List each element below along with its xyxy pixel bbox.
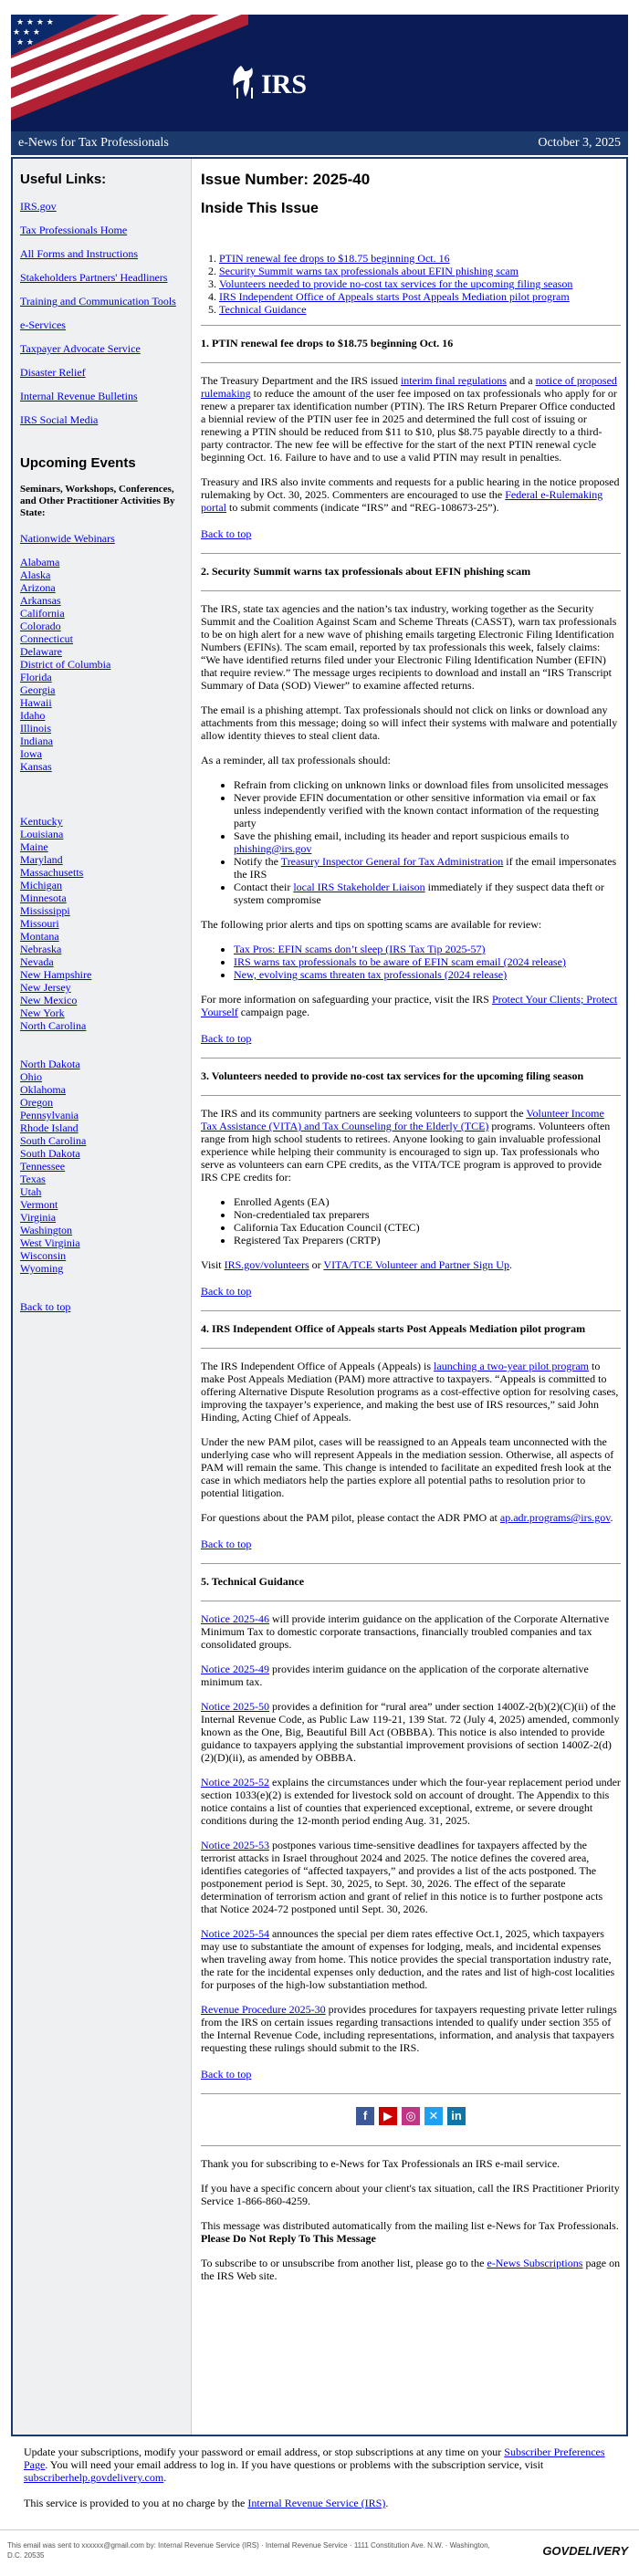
guidance-link[interactable]: Notice 2025-49 <box>201 1663 269 1675</box>
toc-item[interactable]: 5. Technical Guidance <box>219 303 621 316</box>
state-link[interactable]: California <box>20 607 65 620</box>
guidance-item: Notice 2025-52 explains the circumstances under which the four-year replacement period under section 1033(e)(2) is extended for livestock sold on account of drought. The Appendix to this notice contains a list of counties that experienced exceptional, extreme, or severe drought conditions during the 12-month period ending Aug. 31, 2025. <box>201 1776 621 1827</box>
issue-number: Issue Number: 2025-40 <box>201 171 371 188</box>
state-link[interactable]: Vermont <box>20 1198 58 1211</box>
state-link[interactable]: Texas <box>20 1173 46 1185</box>
sidebar-link-training[interactable]: Training and Communication Tools <box>20 295 176 308</box>
guidance-item: Notice 2025-46 will provide interim guidance on the application of the Corporate Alternative Minimum Tax to domestic corporate transactions, financially troubled companies and tax consolidated groups. <box>201 1612 610 1651</box>
section-5-title: 5. Technical Guidance <box>201 1575 305 1588</box>
state-link[interactable]: Maine <box>20 840 48 853</box>
list-item: • California Tax Education Council (CTEC) <box>234 1221 621 1234</box>
state-link[interactable]: Idaho <box>20 709 46 722</box>
state-link[interactable]: Missouri <box>20 917 59 930</box>
state-link[interactable]: Oregon <box>20 1096 53 1109</box>
guidance-item: Notice 2025-49 provides interim guidance on the application of the corporate alternative minimum tax. <box>201 1663 589 1688</box>
closing-text: This message was distributed automatically from the mailing list e-News for Tax Professionals. Please Do Not Reply To This Message <box>201 2219 619 2245</box>
section-1-paragraph: Treasury and IRS also invite comments and requests for a public hearing in the notice proposed rulemaking by Oct. 30, 2025. Commenters are encouraged to use the Federal e-Rulemaking portal to submit comments (indicate “IRS” and “REG-108673-25”). <box>201 475 620 514</box>
sidebar-link-social[interactable]: IRS Social Media <box>20 413 99 426</box>
guidance-link[interactable]: Notice 2025-53 <box>201 1839 269 1851</box>
table-of-contents <box>201 252 621 316</box>
main-content <box>199 159 624 2294</box>
social-icons <box>201 2107 621 2125</box>
pilot-program-link[interactable]: launching a two-year pilot program <box>434 1360 589 1372</box>
closing-text: Thank you for subscribing to e-News for Tax Professionals an IRS e-mail service. <box>201 2157 560 2170</box>
state-link[interactable]: Ohio <box>20 1070 42 1083</box>
sidebar <box>13 159 192 2435</box>
american-flag-graphic <box>11 15 248 131</box>
state-link[interactable]: Delaware <box>20 645 62 658</box>
instagram-icon[interactable]: ◎ <box>402 2107 420 2125</box>
subscriber-preferences-link[interactable]: Subscriber Preferences Page <box>24 2446 605 2471</box>
youtube-icon[interactable]: ▶ <box>379 2107 397 2125</box>
state-link[interactable]: Alaska <box>20 568 51 581</box>
sidebar-link-irb[interactable]: Internal Revenue Bulletins <box>20 390 138 402</box>
back-to-top-link[interactable]: Back to top <box>201 2068 252 2081</box>
reminder-list <box>201 778 621 906</box>
adr-email-link[interactable]: ap.adr.programs@irs.gov <box>499 1511 611 1524</box>
sidebar-link-disaster[interactable]: Disaster Relief <box>20 366 86 379</box>
enews-title-bar <box>11 131 628 155</box>
sidebar-link-tax-pros-home[interactable]: Tax Professionals Home <box>20 224 128 236</box>
states-list-a <box>20 556 185 773</box>
facebook-icon[interactable]: f <box>356 2107 374 2125</box>
guidance-link[interactable]: Notice 2025-54 <box>201 1927 269 1940</box>
state-link[interactable]: Massachusetts <box>20 866 84 879</box>
section-2-paragraph: The IRS, state tax agencies and the nation’s tax industry, working together as the Security Summit and the Coalition Against Scam and Scheme Threats (CASST), warn tax professionals to be on high alert for a new wave of phishing emails targeting Electronic Filing Identification Numbers (EFINs). The scam email, reported by tax professionals this week, falsely claims: “We have identified returns filed under your Electronic Filing Identification Number (EFIN) that require review.” The message urges recipients to download and install an “IRS Transcript Summary of Data (SOD) Viewer” to examine affected returns. <box>201 602 617 692</box>
issue-date: October 3, 2025 <box>538 136 621 150</box>
state-link[interactable]: Wisconsin <box>20 1249 67 1262</box>
header-banner <box>11 15 628 131</box>
list-item[interactable]: • New, evolving scams threaten tax professionals (2024 release) <box>234 968 621 981</box>
state-link[interactable]: Louisiana <box>20 828 64 840</box>
list-item: • Never provide EFIN documentation or other sensitive information via email or fax unless independently verified with the known contact information of the requesting party <box>234 791 621 829</box>
state-link[interactable]: New Hampshire <box>20 968 92 981</box>
state-link[interactable]: Michigan <box>20 879 62 892</box>
section-3-paragraph: The IRS and its community partners are seeking volunteers to support the Volunteer Income Tax Assistance (VITA) and Tax Counseling for the Elderly (TCE) programs. Volunteers often range from high school students to retirees. Anyone looking to gain invaluable professional experience while helping their community is encouraged to sign up. Tax professionals who serve as volunteers can earn CPE credits, as the VITA/TCE program is approved to provide IRS CPE credits for: <box>201 1107 611 1184</box>
state-link[interactable]: New York <box>20 1006 65 1019</box>
state-link[interactable]: West Virginia <box>20 1236 80 1249</box>
back-to-top-link[interactable]: Back to top <box>201 527 252 540</box>
state-link[interactable]: Nevada <box>20 955 54 968</box>
footer <box>24 2446 615 2522</box>
state-link[interactable]: Connecticut <box>20 632 73 645</box>
list-item[interactable]: • IRS warns tax professionals to be aware of EFIN scam email (2024 release) <box>234 955 621 968</box>
toc-item[interactable]: 1. PTIN renewal fee drops to $18.75 beginning Oct. 16 <box>219 252 621 265</box>
list-item: • Save the phishing email, including its header and report suspicious emails to phishing@irs.gov <box>234 829 621 855</box>
state-link[interactable]: North Carolina <box>20 1019 87 1032</box>
guidance-item: Notice 2025-53 postpones various time-sensitive deadlines for taxpayers affected by the terrorist attacks in Israel throughout 2024 and 2025. The notice defines the covered area, identifies categories of “affected taxpayers,” and provides a list of the acts postponed. The postponement period is Sept. 30, 2025, to Sept. 30, 2026. The effect of the separate determination of terrorism action and grant of relief in this notice is to further postpone acts that Notice 2024-72 postponed until Sept. 30, 2026. <box>201 1839 603 1915</box>
section-1-paragraph: The Treasury Department and the IRS issued interim final regulations and a notice of proposed rulemaking to reduce the amount of the user fee imposed on tax professionals who apply for or renew a preparer tax identification number (PTIN). The IRS Return Preparer Office conducted a biennial review of the PTIN user fee in 2025 and determined the full cost of issuing or renewing a PTIN should be reduced from $11 to $10, plus $8.75 payable directly to a third-party contractor. The new fee will be effective for the start of the next PTIN renewal cycle beginning Oct. 16. Failure to have and to use a valid PTIN may result in penalties. <box>201 374 617 464</box>
back-to-top-link[interactable]: Back to top <box>201 1285 252 1298</box>
svg-text:★ ★: ★ ★ <box>16 38 34 47</box>
state-link[interactable]: Washington <box>20 1224 73 1236</box>
events-intro: Seminars, Workshops, Conferences, and Other Practitioner Activities By State: <box>20 484 175 518</box>
list-item[interactable]: • Tax Pros: EFIN scams don’t sleep (IRS Tax Tip 2025-57) <box>234 943 621 955</box>
state-link[interactable]: Rhode Island <box>20 1121 79 1134</box>
state-link[interactable]: New Mexico <box>20 994 78 1006</box>
inside-this-issue-heading: Inside This Issue <box>201 201 319 216</box>
sidebar-link-headliners[interactable]: Stakeholders Partners' Headliners <box>20 271 168 284</box>
linkedin-icon[interactable]: in <box>447 2107 466 2125</box>
interim-regs-link[interactable]: interim final regulations <box>400 374 507 387</box>
state-link[interactable]: Colorado <box>20 620 61 632</box>
divider <box>0 2529 639 2530</box>
state-link[interactable]: Hawaii <box>20 696 52 709</box>
state-link[interactable]: Kentucky <box>20 815 63 828</box>
footer-text: Update your subscriptions, modify your password or email address, or stop subscriptions at any time on your Subscriber Preferences Page. You will need your email address to log in. If you have questions or problems with the subscription service, visit subscriberhelp.govdelivery.com. <box>24 2446 605 2484</box>
useful-links-heading: Useful Links: <box>20 172 107 187</box>
sidebar-link-tas[interactable]: Taxpayer Advocate Service <box>20 342 141 355</box>
state-link[interactable]: Oklahoma <box>20 1083 66 1096</box>
state-link[interactable]: South Dakota <box>20 1147 80 1160</box>
section-2-title: 2. Security Summit warns tax professionals about EFIN phishing scam <box>201 565 531 578</box>
main-frame <box>11 157 628 2436</box>
state-link[interactable]: Kansas <box>20 760 52 773</box>
guidance-item: Revenue Procedure 2025-30 provides procedures for taxpayers requesting private letter rulings from the IRS on certain issues regarding transactions intended to qualify under section 355 of the Internal Revenue Code, including representations, information, and analysis that taxpayers requesting these rulings should submit to the IRS. <box>201 2003 617 2054</box>
section-2-paragraph: As a reminder, all tax professionals should: <box>201 754 391 767</box>
state-link[interactable]: Georgia <box>20 683 56 696</box>
state-link[interactable]: Arizona <box>20 581 56 594</box>
x-twitter-icon[interactable]: ✕ <box>424 2107 443 2125</box>
list-item: • Notify the Treasury Inspector General for Tax Administration if the email impersonates the IRS <box>234 855 621 881</box>
newsletter-title: e-News for Tax Professionals <box>18 136 169 150</box>
guidance-link[interactable]: Notice 2025-52 <box>201 1776 269 1789</box>
section-2-paragraph: The email is a phishing attempt. Tax professionals should not click on links or download any attachments from this message; doing so will infect their systems with malware and potentially allow identity thieves to steal client data. <box>201 704 618 742</box>
prior-alerts-list <box>201 943 621 981</box>
notice-proposed-rulemaking-link[interactable]: notice of proposed rulemaking <box>201 374 617 400</box>
state-link[interactable]: Tennessee <box>20 1160 66 1173</box>
list-item: • Contact their local IRS Stakeholder Liaison immediately if they suspect data theft or system compromise <box>234 881 621 906</box>
vita-tce-link[interactable]: Volunteer Income Tax Assistance (VITA) and Tax Counseling for the Elderly (TCE) <box>201 1107 604 1132</box>
section-3-paragraph: Visit IRS.gov/volunteers or VITA/TCE Volunteer and Partner Sign Up. <box>201 1258 512 1271</box>
irs-eagle-logo <box>221 60 312 104</box>
upcoming-events-heading: Upcoming Events <box>20 455 136 471</box>
guidance-link[interactable]: Notice 2025-50 <box>201 1700 269 1713</box>
state-link[interactable]: Arkansas <box>20 594 61 607</box>
cpe-credit-list <box>201 1195 621 1246</box>
section-3-title: 3. Volunteers needed to provide no-cost tax services for the upcoming filing season <box>201 1069 584 1082</box>
erulemaking-portal-link[interactable]: Federal e-Rulemaking portal <box>201 488 603 514</box>
toc-item[interactable]: 2. Security Summit warns tax professionals about EFIN phishing scam <box>219 265 621 277</box>
sidebar-link-eservices[interactable]: e-Services <box>20 318 66 331</box>
guidance-item: Notice 2025-50 provides a definition for “rural area” under section 1400Z-2(b)(2)(C)(ii) of the Internal Revenue Code, as Public Law 119-21, 139 Stat. 72 (July 4, 2025) amended, commonly known as the One, Big, Beautiful Bill Act (OBBBA). This notice is also intended to provide guidance to taxpayers applying the substantial improvement provisions of section 1400Z-2(d)(2)(D)(ii), as amended by OBBBA. <box>201 1700 620 1764</box>
section-2-paragraph: For more information on safeguarding your practice, visit the IRS Protect Your Clients; Protect Yourself campaign page. <box>201 993 618 1018</box>
section-4-paragraph: Under the new PAM pilot, cases will be reassigned to an Appeals team unconnected with the underlying case who will represent Appeals in the mediation session. Otherwise, all aspects of PAM will remain the same. This change is intended to facilitate an expedited fresh look at the case in which mediators help the parties explore all potential paths to resolution prior to potential litigation. <box>201 1435 614 1499</box>
back-to-top-link[interactable]: Back to top <box>201 1538 252 1550</box>
state-link[interactable]: Illinois <box>20 722 52 735</box>
section-2-paragraph: The following prior alerts and tips on spotting scams are available for review: <box>201 918 542 931</box>
section-1-title: 1. PTIN renewal fee drops to $18.75 beginning Oct. 16 <box>201 337 454 349</box>
sidebar-back-to-top[interactable]: Back to top <box>20 1300 71 1313</box>
state-link[interactable]: Alabama <box>20 556 60 568</box>
volunteer-signup-link[interactable]: VITA/TCE Volunteer and Partner Sign Up <box>323 1258 509 1271</box>
list-item: • Refrain from clicking on unknown links or download files from unsolicited messages <box>234 778 621 791</box>
protect-clients-link[interactable]: Protect Your Clients; Protect Yourself <box>201 993 618 1018</box>
states-list-b <box>20 815 185 1032</box>
closing-text: To subscribe to or unsubscribe from another list, please go to the e-News Subscriptions page on the IRS Web site. <box>201 2257 621 2282</box>
tigta-link[interactable]: Treasury Inspector General for Tax Administration <box>280 855 504 868</box>
nationwide-webinars-link[interactable]: Nationwide Webinars <box>20 532 115 545</box>
svg-text:★ ★ ★ ★: ★ ★ ★ ★ <box>16 18 54 27</box>
footer-text: This service is provided to you at no charge by the Internal Revenue Service (IRS). <box>24 2497 389 2509</box>
section-4-paragraph: The IRS Independent Office of Appeals (Appeals) is launching a two-year pilot program to make Post Appeals Mediation (PAM) more attractive to taxpayers. “Appeals is committed to offering Alternative Dispute Resolution programs as a cost-effective option for resolving cases, improving the taxpayer’s experience, and making the best use of IRS resources,” said John Hinding, Acting Chief of Appeals. <box>201 1360 619 1424</box>
state-link[interactable]: South Carolina <box>20 1134 87 1147</box>
state-link[interactable]: New Jersey <box>20 981 71 994</box>
state-link[interactable]: Minnesota <box>20 892 67 904</box>
govdelivery-logo[interactable]: GOVDELIVERY <box>542 2544 628 2558</box>
state-link[interactable]: Montana <box>20 930 59 943</box>
list-item: • Enrolled Agents (EA) <box>234 1195 621 1208</box>
state-link[interactable]: Nebraska <box>20 943 62 955</box>
state-link[interactable]: Iowa <box>20 747 42 760</box>
subscriber-help-link[interactable]: subscriberhelp.govdelivery.com <box>24 2471 164 2484</box>
email-sent-note: This email was sent to xxxxxx@gmail.com by: Internal Revenue Service (IRS) · Internal Revenue Service · 1111 Constitution Ave. N.W. · Washington, D.C. 20535 <box>7 2541 490 2560</box>
state-link[interactable]: District of Columbia <box>20 658 111 671</box>
state-link[interactable]: Florida <box>20 671 52 683</box>
toc-item[interactable]: 3. Volunteers needed to provide no-cost tax services for the upcoming filing season <box>219 277 621 290</box>
state-link[interactable]: North Dakota <box>20 1058 80 1070</box>
volunteers-link[interactable]: IRS.gov/volunteers <box>224 1258 309 1271</box>
state-link[interactable]: Utah <box>20 1185 42 1198</box>
guidance-item: Notice 2025-54 announces the special per diem rates effective Oct.1, 2025, which taxpayers may use to substantiate the amount of expenses for lodging, meals, and incidental expenses when traveling away from home. This notice provides the special transportation industry rate, the rate for the incidental expenses only deduction, and the rates and list of high-cost localities for purposes of the high-low substantiation method. <box>201 1927 615 1991</box>
svg-text:★ ★ ★: ★ ★ ★ <box>13 28 40 37</box>
stakeholder-liaison-link[interactable]: local IRS Stakeholder Liaison <box>293 881 425 893</box>
svg-text:IRS: IRS <box>261 69 308 99</box>
back-to-top-link[interactable]: Back to top <box>201 1032 252 1045</box>
state-link[interactable]: Maryland <box>20 853 63 866</box>
section-4-title: 4. IRS Independent Office of Appeals starts Post Appeals Mediation pilot program <box>201 1322 586 1335</box>
state-link[interactable]: Virginia <box>20 1211 57 1224</box>
sidebar-link-irs-gov[interactable]: IRS.gov <box>20 200 57 213</box>
state-link[interactable]: Mississippi <box>20 904 70 917</box>
toc-item[interactable]: 4. IRS Independent Office of Appeals starts Post Appeals Mediation pilot program <box>219 290 621 303</box>
sidebar-link-forms[interactable]: All Forms and Instructions <box>20 247 138 260</box>
states-list-c <box>20 1058 185 1275</box>
guidance-link[interactable]: Revenue Procedure 2025-30 <box>201 2003 326 2016</box>
closing-text: If you have a specific concern about your client's tax situation, call the IRS Practitioner Priority Service 1-866-860-4259. <box>201 2182 620 2207</box>
irs-link[interactable]: Internal Revenue Service (IRS) <box>247 2497 386 2509</box>
section-4-paragraph: For questions about the PAM pilot, please contact the ADR PMO at ap.adr.programs@irs.gov. <box>201 1511 613 1524</box>
enews-subscriptions-link[interactable]: e-News Subscriptions <box>487 2257 583 2269</box>
list-item: • Non-credentialed tax preparers <box>234 1208 621 1221</box>
phishing-email-link[interactable]: phishing@irs.gov <box>234 842 312 855</box>
guidance-link[interactable]: Notice 2025-46 <box>201 1612 269 1625</box>
state-link[interactable]: Pennsylvania <box>20 1109 79 1121</box>
state-link[interactable]: Wyoming <box>20 1262 64 1275</box>
list-item: • Registered Tax Preparers (CRTP) <box>234 1234 621 1246</box>
state-link[interactable]: Indiana <box>20 735 53 747</box>
